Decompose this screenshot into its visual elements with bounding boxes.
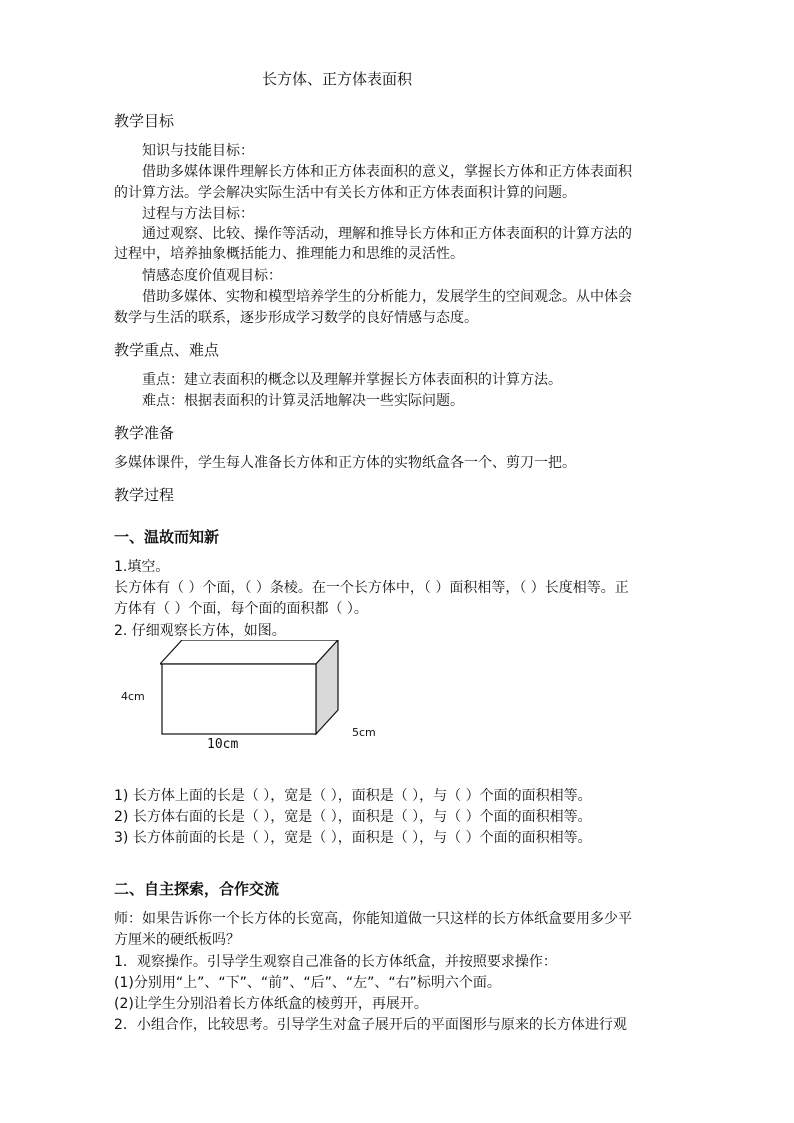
emotion-line-2: 数学与生活的联系，逐步形成学习数学的良好情感与态度。 xyxy=(114,310,478,326)
objectives-heading: 教学目标 xyxy=(114,112,175,130)
section2-step-2: 2．小组合作，比较思考。引导学生对盒子展开后的平面图形与原来的长方体进行观 xyxy=(114,1017,627,1033)
section2-step-1b: (2)让学生分别沿着长方体纸盒的棱剪开，再展开。 xyxy=(114,996,428,1012)
knowledge-label: 知识与技能目标： xyxy=(142,143,254,159)
section2-heading: 二、自主探索，合作交流 xyxy=(114,880,280,898)
section1-heading: 一、温故而知新 xyxy=(114,528,220,546)
difficulty-point: 难点：根据表面积的计算灵活地解决一些实际问题。 xyxy=(142,393,464,409)
knowledge-line-1: 借助多媒体课件理解长方体和正方体表面积的意义，掌握长方体和正方体表面积 xyxy=(142,164,632,180)
emotion-line-1: 借助多媒体、实物和模型培养学生的分析能力，发展学生的空间观念。从中体会 xyxy=(142,289,632,305)
key-points-heading: 教学重点、难点 xyxy=(114,341,220,359)
section1-item1-line-1: 长方体有（ ）个面，（ ）条棱。在一个长方体中，（ ）面积相等，（ ）长度相等。正 xyxy=(114,580,629,596)
process-line-2: 过程中，培养抽象概括能力、推理能力和思维的灵活性。 xyxy=(114,246,464,262)
width-label: 5cm xyxy=(352,726,376,739)
cuboid-top-face xyxy=(160,640,338,664)
height-label: 4cm xyxy=(121,690,145,703)
key-point: 重点：建立表面积的概念以及理解并掌握长方体表面积的计算方法。 xyxy=(142,372,562,388)
section2-intro-line-1: 师：如果告诉你一个长方体的长宽高，你能知道做一只这样的长方体纸盒要用多少平 xyxy=(114,911,632,927)
section1-item1-label: 1.填空。 xyxy=(114,559,170,575)
process-label: 过程与方法目标： xyxy=(142,206,254,222)
cuboid-figure xyxy=(160,640,340,740)
section2-step-1: 1．观察操作。引导学生观察自己准备的长方体纸盒，并按照要求操作： xyxy=(114,954,557,970)
knowledge-line-2: 的计算方法。学会解决实际生活中有关长方体和正方体表面积计算的问题。 xyxy=(114,185,576,201)
section1-item2-label: 2. 仔细观察长方体，如图。 xyxy=(114,623,286,639)
process-heading: 教学过程 xyxy=(114,486,175,504)
cuboid-front-face xyxy=(162,664,316,734)
preparation-text: 多媒体课件，学生每人准备长方体和正方体的实物纸盒各一个、剪刀一把。 xyxy=(114,455,576,471)
section1-item1-line-2: 方体有（ ）个面，每个面的面积都（ ）。 xyxy=(114,601,368,617)
page-title: 长方体、正方体表面积 xyxy=(262,70,413,88)
length-label: 10cm xyxy=(207,737,239,752)
section2-step-1a: (1)分别用“上”、“下”、“前”、“后”、“左”、“右”标明六个面。 xyxy=(114,975,501,991)
question-3: 3) 长方体前面的长是（ ），宽是（ ），面积是（ ），与（ ）个面的面积相等。 xyxy=(114,830,592,846)
question-1: 1) 长方体上面的长是（ ），宽是（ ），面积是（ ），与（ ）个面的面积相等。 xyxy=(114,788,592,804)
emotion-label: 情感态度价值观目标： xyxy=(142,268,282,284)
question-2: 2) 长方体右面的长是（ ），宽是（ ），面积是（ ），与（ ）个面的面积相等。 xyxy=(114,809,592,825)
process-line-1: 通过观察、比较、操作等活动，理解和推导长方体和正方体表面积的计算方法的 xyxy=(142,226,632,242)
preparation-heading: 教学准备 xyxy=(114,424,175,442)
section2-intro-line-2: 方厘米的硬纸板吗？ xyxy=(114,932,240,948)
